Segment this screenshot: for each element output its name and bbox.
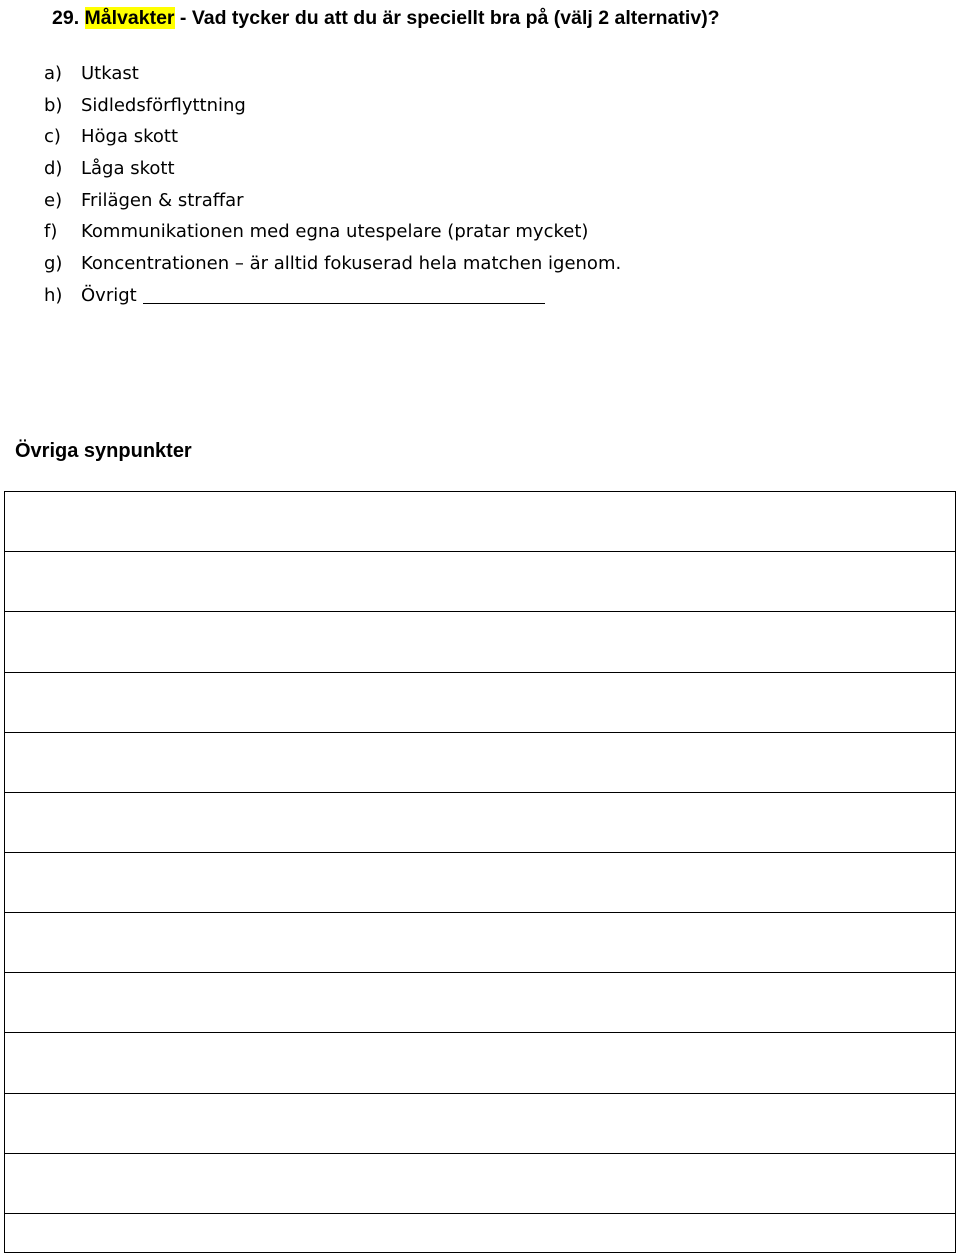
option-f[interactable] bbox=[44, 216, 621, 248]
writing-line bbox=[5, 1213, 955, 1214]
writing-line bbox=[5, 1093, 955, 1094]
option-letter: a) bbox=[44, 63, 63, 84]
option-label: Frilägen & straffar bbox=[81, 189, 244, 211]
writing-line bbox=[5, 972, 955, 973]
section-title: Övriga synpunkter bbox=[15, 440, 192, 462]
writing-line bbox=[5, 551, 955, 552]
option-c[interactable] bbox=[44, 121, 621, 153]
option-label: Utkast bbox=[81, 63, 139, 84]
writing-line bbox=[5, 1032, 955, 1033]
option-d[interactable] bbox=[44, 153, 621, 185]
writing-line bbox=[5, 672, 955, 673]
writing-line bbox=[5, 611, 955, 612]
option-e[interactable] bbox=[44, 185, 621, 217]
option-letter: h) bbox=[44, 284, 63, 306]
option-letter: g) bbox=[44, 253, 63, 275]
comments-writing-area[interactable] bbox=[4, 491, 956, 1253]
option-label: Övrigt bbox=[81, 284, 137, 306]
option-letter: e) bbox=[44, 189, 63, 211]
writing-line bbox=[5, 852, 955, 853]
writing-line bbox=[5, 792, 955, 793]
option-a[interactable] bbox=[44, 58, 621, 90]
option-letter: f) bbox=[44, 221, 58, 243]
option-letter: d) bbox=[44, 158, 63, 180]
option-b[interactable] bbox=[44, 90, 621, 122]
option-letter: b) bbox=[44, 94, 63, 116]
question-text: - Vad tycker du att du är speciellt bra på (välj 2 alternativ)? bbox=[174, 7, 720, 29]
question-heading bbox=[52, 5, 720, 31]
option-label: Sidledsförflyttning bbox=[81, 94, 246, 116]
writing-line bbox=[5, 732, 955, 733]
option-label: Koncentrationen – är alltid fokuserad hela matchen igenom. bbox=[81, 253, 622, 275]
writing-line bbox=[5, 1153, 955, 1154]
other-blank-line[interactable] bbox=[143, 283, 545, 304]
option-label: Höga skott bbox=[81, 126, 179, 148]
option-letter: c) bbox=[44, 126, 61, 148]
writing-line bbox=[5, 912, 955, 913]
question-highlight: Målvakter bbox=[84, 7, 175, 29]
option-g[interactable] bbox=[44, 248, 621, 280]
question-number: 29. bbox=[52, 7, 80, 29]
answer-options bbox=[44, 58, 621, 312]
option-label: Kommunikationen med egna utespelare (pratar mycket) bbox=[81, 221, 589, 243]
option-h[interactable] bbox=[44, 280, 621, 312]
option-label: Låga skott bbox=[81, 158, 175, 180]
